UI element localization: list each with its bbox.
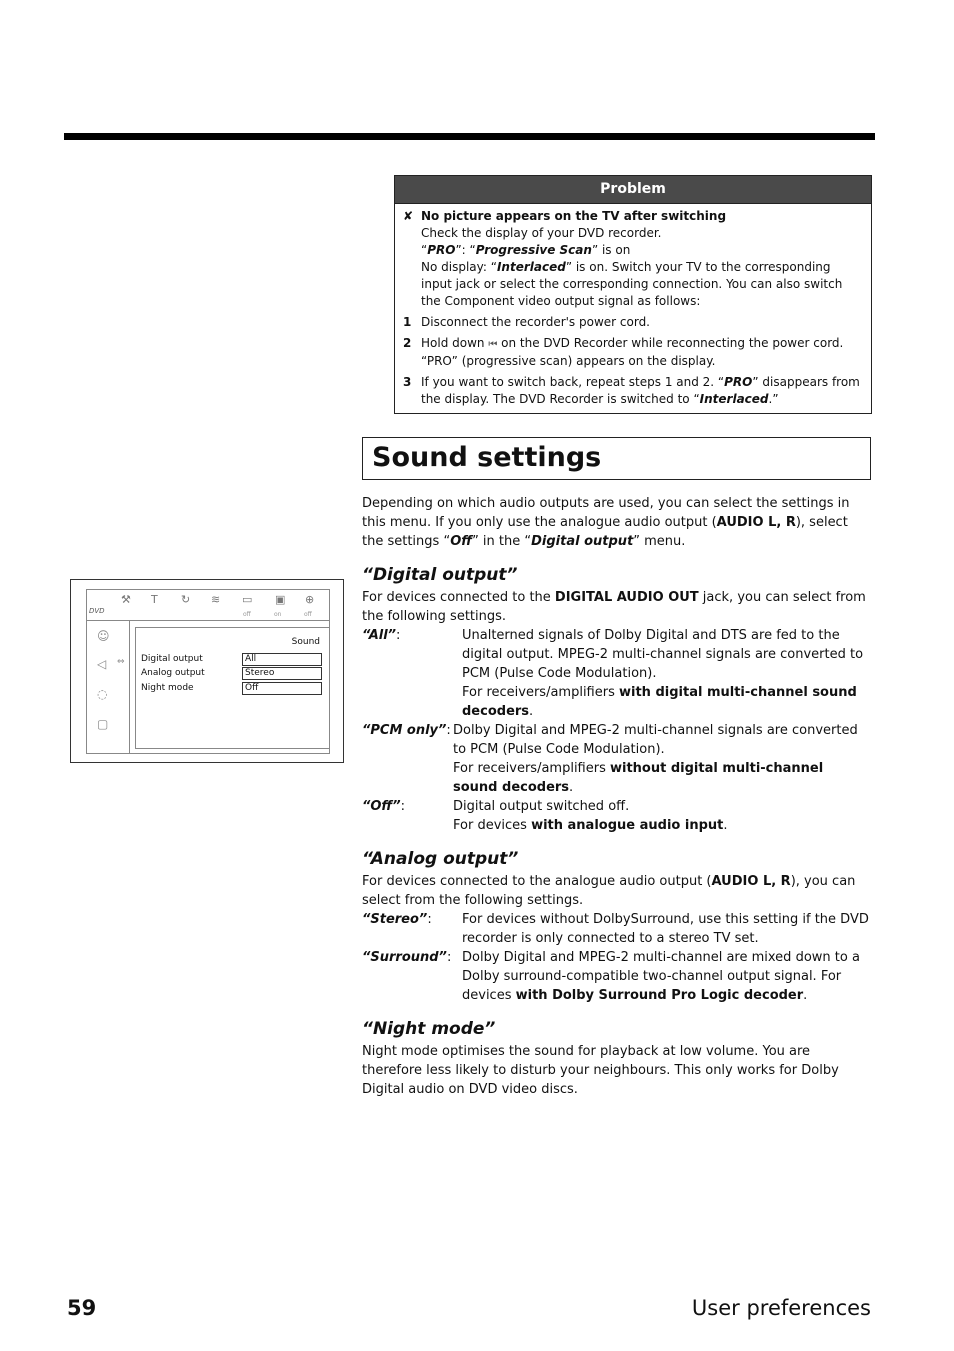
problem-pro-line: “PRO”: “Progressive Scan” is on — [421, 243, 631, 257]
analog-output-options — [362, 910, 872, 1005]
skip-back-icon: ⏮ — [488, 339, 498, 350]
refresh-icon: ↻ — [181, 593, 191, 606]
sub-label: off — [243, 611, 251, 618]
section-title: Sound settings — [372, 442, 602, 473]
tv-icon: ▭ — [242, 593, 253, 606]
camera-icon: ▣ — [275, 593, 286, 606]
panel-title: Sound — [291, 637, 320, 647]
speaker-icon: ◁ — [97, 657, 107, 671]
top-rule — [64, 133, 875, 140]
problem-step: 1 Disconnect the recorder's power cord. — [403, 315, 650, 329]
speech-icon: ◌ — [97, 687, 108, 701]
setting-value: Off — [242, 682, 322, 695]
problem-header: Problem — [395, 176, 871, 204]
option-all: “All”: Unalterned signals of Dolby Digital and DTS are fed to the digital output. MPEG-2 multi-channel signals are converted to PCM (Pulse Code Modulation). For receivers/amplifiers with digital multi-channel sound decoders. — [362, 628, 864, 719]
setting-value: Stereo — [242, 667, 322, 680]
intro-paragraph: Depending on which audio outputs are used, you can select the settings in this menu. If you only use the analogue audio output (AUDIO L, R), select the settings “Off” in the “Digital output” menu. — [362, 496, 850, 549]
setting-value: All — [242, 653, 322, 666]
analog-output-heading: “Analog output” — [362, 849, 519, 869]
night-mode-heading: “Night mode” — [362, 1019, 496, 1039]
tools-icon: ⚒ — [121, 593, 131, 606]
dvd-logo: DVD — [89, 607, 105, 615]
sub-label: off — [304, 611, 312, 618]
problem-box — [394, 175, 872, 414]
option-off: “Off”: Digital output switched off. For devices with analogue audio input. — [362, 799, 728, 833]
analog-output-intro: For devices connected to the analogue audio output (AUDIO L, R), you can select from the following settings. — [362, 874, 856, 908]
section-name: User preferences — [691, 1296, 871, 1320]
antenna-icon: T — [151, 593, 158, 606]
cross-icon: ✘ — [403, 209, 414, 223]
menu-icon-bar — [87, 590, 329, 621]
digital-output-options — [362, 626, 872, 835]
signal-icon: ≋ — [211, 593, 221, 606]
section-title-box — [362, 437, 871, 480]
problem-check: Check the display of your DVD recorder. — [421, 226, 662, 240]
sub-label: on — [274, 611, 282, 618]
person-icon: ☺ — [97, 629, 110, 643]
setting-label: Analog output — [141, 668, 205, 678]
setting-label: Digital output — [141, 654, 203, 664]
arrow-icon: ⇔ — [117, 657, 125, 667]
main-content — [362, 494, 872, 1099]
night-mode-text: Night mode optimises the sound for playback at low volume. You are therefore less likely to disturb your neighbours. This only works for Dolby Digital audio on DVD video discs. — [362, 1044, 839, 1097]
option-stereo: “Stereo”: For devices without DolbySurround, use this setting if the DVD recorder is only connected to a stereo TV set. — [362, 912, 869, 946]
menu-screenshot — [70, 579, 344, 763]
sound-panel — [135, 627, 330, 749]
problem-nodisplay-line: No display: “Interlaced” is on. Switch your TV to the corresponding input jack or select the corresponding connection. You can also switch the Component video output signal as follows: — [421, 260, 843, 308]
digital-output-heading: “Digital output” — [362, 565, 518, 585]
option-pcm-only: “PCM only”: Dolby Digital and MPEG-2 multi-channel signals are converted to PCM (Pulse Code Modulation). For receivers/amplifiers without digital multi-channel sound decoders. — [362, 723, 858, 795]
option-surround: “Surround”: Dolby Digital and MPEG-2 multi-channel are mixed down to a Dolby surround-compatible two-channel output signal. For devices with Dolby Surround Pro Logic decoder. — [362, 950, 860, 1003]
problem-step: 3 If you want to switch back, repeat steps 1 and 2. “PRO” disappears from the display. The DVD Recorder is switched to “Interlaced.” — [403, 375, 860, 406]
setting-label: Night mode — [141, 683, 194, 693]
problem-heading: No picture appears on the TV after switching — [421, 209, 727, 223]
menu-sidebar — [87, 621, 130, 753]
zoom-icon: ⊕ — [305, 593, 315, 606]
problem-step: 2 Hold down ⏮ on the DVD Recorder while reconnecting the power cord. “PRO” (progressive scan) appears on the display. — [403, 336, 844, 368]
page-number: 59 — [67, 1296, 97, 1320]
briefcase-icon: ▢ — [97, 717, 109, 731]
digital-output-intro: For devices connected to the DIGITAL AUDIO OUT jack, you can select from the following settings. — [362, 590, 866, 624]
